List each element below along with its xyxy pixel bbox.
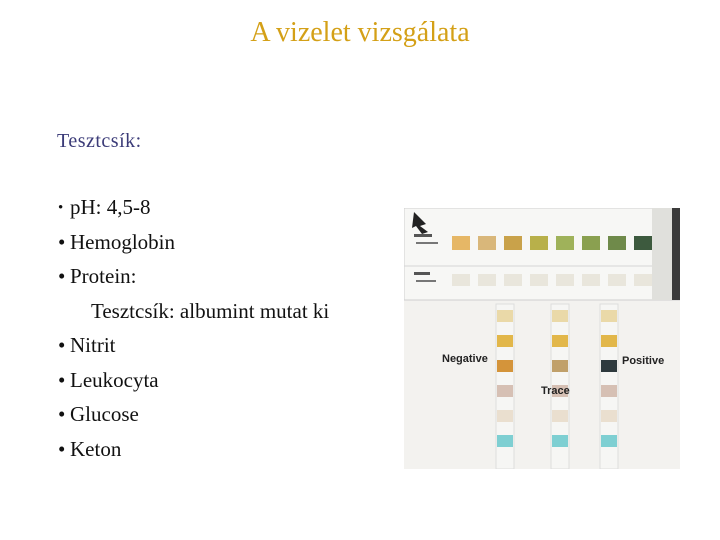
- list-item-text: Glucose: [70, 402, 139, 426]
- strip-pad: [601, 360, 617, 372]
- bullet-glyph: •: [58, 436, 66, 461]
- strip-pad: [497, 435, 513, 447]
- chart-swatch: [504, 274, 522, 286]
- chart-swatch: [530, 274, 548, 286]
- chart-swatch: [530, 236, 548, 250]
- list-item: [58, 193, 329, 228]
- chart-swatch: [556, 236, 574, 250]
- trace-label: Trace: [541, 385, 570, 397]
- chart-swatch: [608, 274, 626, 286]
- strip-pad: [601, 435, 617, 447]
- reference-chart: [404, 208, 680, 300]
- chart-swatch: [478, 236, 496, 250]
- chart-swatch: [608, 236, 626, 250]
- list-item-text: Leukocyta: [70, 367, 159, 392]
- strip-pad: [497, 410, 513, 422]
- bullet-glyph: •: [58, 229, 66, 254]
- chart-swatch: [478, 274, 496, 286]
- chart-swatch: [452, 236, 470, 250]
- strip-pad: [552, 310, 568, 322]
- positive-label: Positive: [622, 355, 665, 367]
- chart-swatch: [504, 236, 522, 250]
- test-strip-photo: [404, 208, 680, 469]
- strip-pad: [497, 360, 513, 372]
- strip-pad: [552, 435, 568, 447]
- chart-swatch: [452, 274, 470, 286]
- list-item-text: Keton: [70, 436, 122, 461]
- negative-label: Negative: [442, 353, 488, 365]
- strip-pad: [552, 335, 568, 347]
- strip-pad: [497, 310, 513, 322]
- chart-swatch: [634, 274, 652, 286]
- chart-swatch: [582, 274, 600, 286]
- strip-pad: [601, 310, 617, 322]
- strip-pad: [497, 335, 513, 347]
- bullet-glyph: •: [58, 402, 66, 426]
- strip-pad: [601, 385, 617, 397]
- list-item-text: Hemoglobin: [70, 229, 175, 254]
- strip-pad: [601, 335, 617, 347]
- list-item-text: Tesztcsík: albumint mutat ki: [91, 298, 330, 323]
- slide-title: A vizelet vizsgálata: [250, 17, 470, 48]
- chart-swatch: [634, 236, 652, 250]
- bullet-glyph: •: [58, 264, 66, 288]
- slide-subtitle: Tesztcsík:: [57, 130, 142, 152]
- strip-pad: [552, 360, 568, 372]
- chart-swatch: [556, 274, 574, 286]
- bullet-glyph: •: [58, 367, 66, 392]
- list-item-text: Protein:: [70, 264, 137, 288]
- bullet-glyph: •: [58, 200, 64, 216]
- strip-pad: [601, 410, 617, 422]
- list-item: [58, 400, 329, 435]
- list-item: [58, 297, 329, 332]
- bullet-glyph: •: [58, 333, 66, 357]
- bullet-list: [58, 193, 329, 469]
- list-item: [58, 262, 329, 297]
- list-item: [58, 331, 329, 366]
- list-item-text: Nitrit: [70, 333, 116, 357]
- strip-pad: [552, 410, 568, 422]
- list-item: [58, 435, 329, 470]
- strip-pad: [497, 385, 513, 397]
- chart-swatch: [582, 236, 600, 250]
- list-item-text: pH: 4,5-8: [70, 195, 151, 219]
- list-item: [58, 228, 329, 263]
- list-item: [58, 366, 329, 401]
